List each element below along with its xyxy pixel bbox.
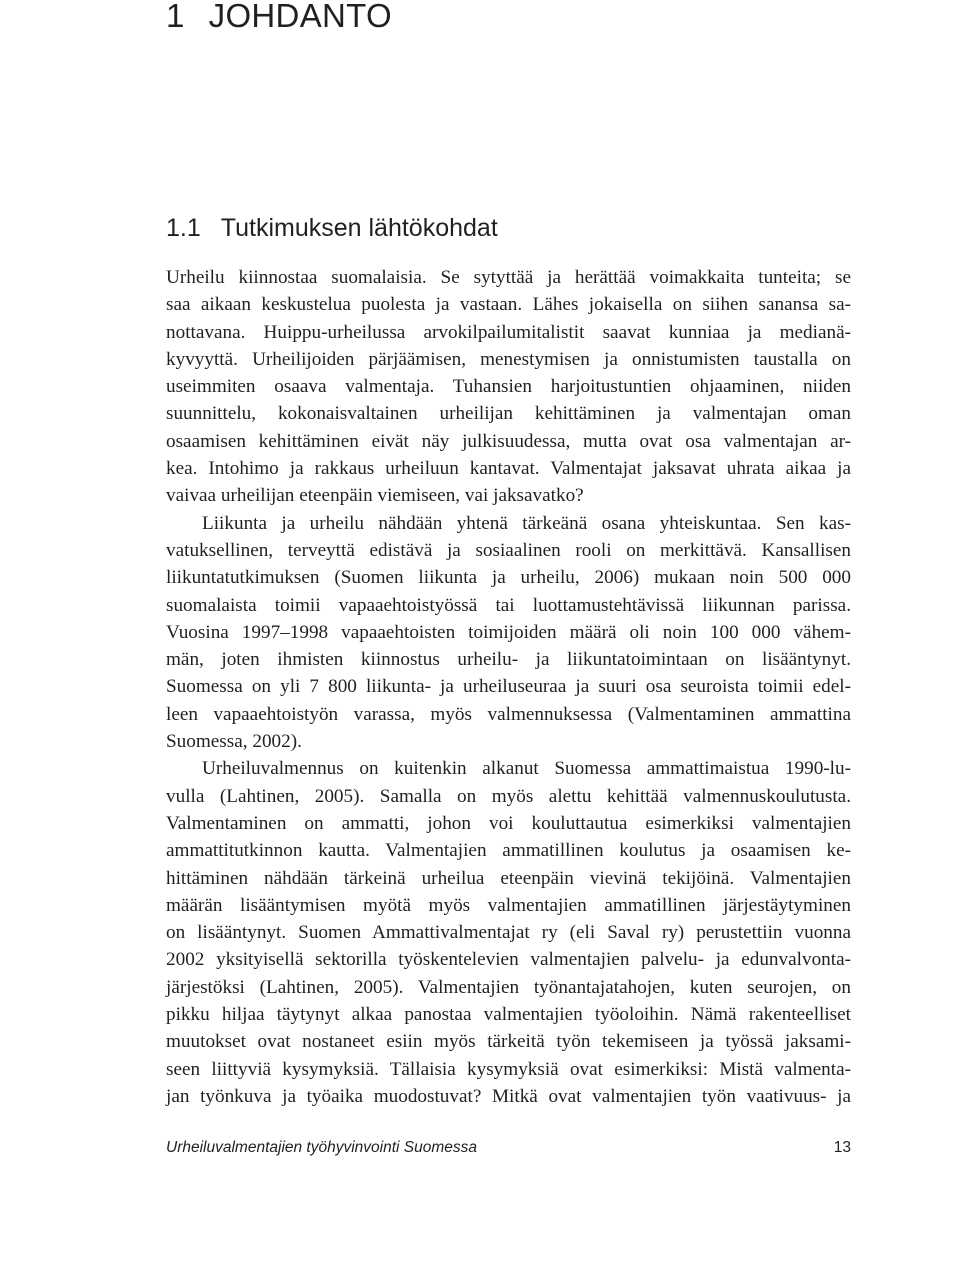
body-text xyxy=(166,264,851,1110)
text-line: Suomessa on yli 7 800 liikunta- ja urheiluseuraa ja suuri osa seuroista toimii edel- xyxy=(166,676,851,698)
section-number: 1.1 xyxy=(166,214,201,242)
text-line: suomalaista toimii vapaaehtoistyössä tai luottamustehtävissä liikunnan parissa. xyxy=(166,594,851,616)
text-line: pikku hiljaa täytynyt alkaa panostaa valmentajien työoloihin. Nämä rakenteelliset xyxy=(166,1004,851,1026)
text-line: Liikunta ja urheilu nähdään yhtenä tärkeänä osana yhteiskuntaa. Sen kas- xyxy=(202,512,851,534)
text-line: määrän lisääntymisen myötä myös valmentajien ammatillinen järjestäytyminen xyxy=(166,894,851,916)
section-title: Tutkimuksen lähtökohdat xyxy=(220,214,498,242)
text-line: vaivaa urheilijan eteenpäin viemiseen, vai jaksavatko? xyxy=(166,485,584,507)
text-line: Urheiluvalmennus on kuitenkin alkanut Suomessa ammattimaistua 1990-lu- xyxy=(202,758,851,780)
text-line: osaamisen kehittäminen eivät näy julkisuudessa, mutta ovat osa valmentajan ar- xyxy=(166,430,851,452)
text-line: suunnittelu, kokonaisvaltainen urheilijan kehittäminen ja valmentajan oman xyxy=(166,403,851,425)
text-line: nottavana. Huippu-urheilussa arvokilpailumitalistit saavat kunniaa ja medianä- xyxy=(166,321,851,343)
text-line: muutokset ovat nostaneet esiin myös tärkeitä työn tekemiseen ja työssä jaksami- xyxy=(166,1031,851,1053)
text-line: män, joten ihmisten kiinnostus urheilu- ja liikuntatoimintaan on lisääntynyt. xyxy=(166,649,851,671)
text-line: on lisääntynyt. Suomen Ammattivalmentajat ry (eli Saval ry) perustettiin vuonna xyxy=(166,922,851,944)
text-line: kea. Intohimo ja rakkaus urheiluun kantavat. Valmentajat jaksavat uhrata aikaa ja xyxy=(166,458,851,480)
text-line: ammattitutkinnon kautta. Valmentajien ammatillinen koulutus ja osaamisen ke- xyxy=(166,840,851,862)
text-line: leen vapaaehtoistyön varassa, myös valmennuksessa (Valmentaminen ammattina xyxy=(166,703,851,725)
chapter-number: 1 xyxy=(166,0,185,34)
text-line: 2002 yksityisellä sektorilla työskentelevien valmentajien palvelu- ja edunvalvonta- xyxy=(166,949,851,971)
text-line: järjestöksi (Lahtinen, 2005). Valmentajien työnantajatahojen, kuten seurojen, on xyxy=(166,976,851,998)
chapter-title: JOHDANTO xyxy=(208,0,392,34)
text-line: Vuosina 1997–1998 vapaaehtoisten toimijoiden määrä oli noin 100 000 vähem- xyxy=(166,621,851,643)
chapter-heading xyxy=(166,0,392,36)
text-line: vulla (Lahtinen, 2005). Samalla on myös alettu kehittää valmennuskoulutusta. xyxy=(166,785,851,807)
text-line: hittäminen nähdään tärkeinä urheilua eteenpäin vievinä tekijöinä. Valmentajien xyxy=(166,867,851,889)
text-line: jan työnkuva ja työaika muodostuvat? Mitkä ovat valmentajien työn vaativuus- ja xyxy=(166,1085,851,1107)
text-line: saa aikaan keskustelua puolesta ja vastaan. Lähes jokaisella on siihen sanansa sa- xyxy=(166,294,851,316)
text-line: Suomessa, 2002). xyxy=(166,731,302,753)
page-number: 13 xyxy=(833,1139,851,1156)
text-line: kyvyyttä. Urheilijoiden pärjäämisen, menestymisen ja onnistumisten taustalla on xyxy=(166,348,851,370)
section-heading xyxy=(166,211,498,245)
page-footer xyxy=(166,1138,851,1158)
text-line: seen liittyviä kysymyksiä. Tällaisia kysymyksiä ovat esimerkiksi: Mistä valmenta- xyxy=(166,1058,851,1080)
text-line: liikuntatutkimuksen (Suomen liikunta ja urheilu, 2006) mukaan noin 500 000 xyxy=(166,567,851,589)
text-line: Urheilu kiinnostaa suomalaisia. Se sytyttää ja herättää voimakkaita tunteita; se xyxy=(166,267,851,288)
text-line: vatuksellinen, terveyttä edistävä ja sosiaalinen rooli on merkittävä. Kansallisen xyxy=(166,539,851,561)
text-line: useimmiten osaava valmentaja. Tuhansien harjoitustuntien ohjaaminen, niiden xyxy=(166,376,851,398)
text-line: Valmentaminen on ammatti, johon voi kouluttautua esimerkiksi valmentajien xyxy=(166,812,851,834)
running-title: Urheiluvalmentajien työhyvinvointi Suomessa xyxy=(166,1139,478,1156)
